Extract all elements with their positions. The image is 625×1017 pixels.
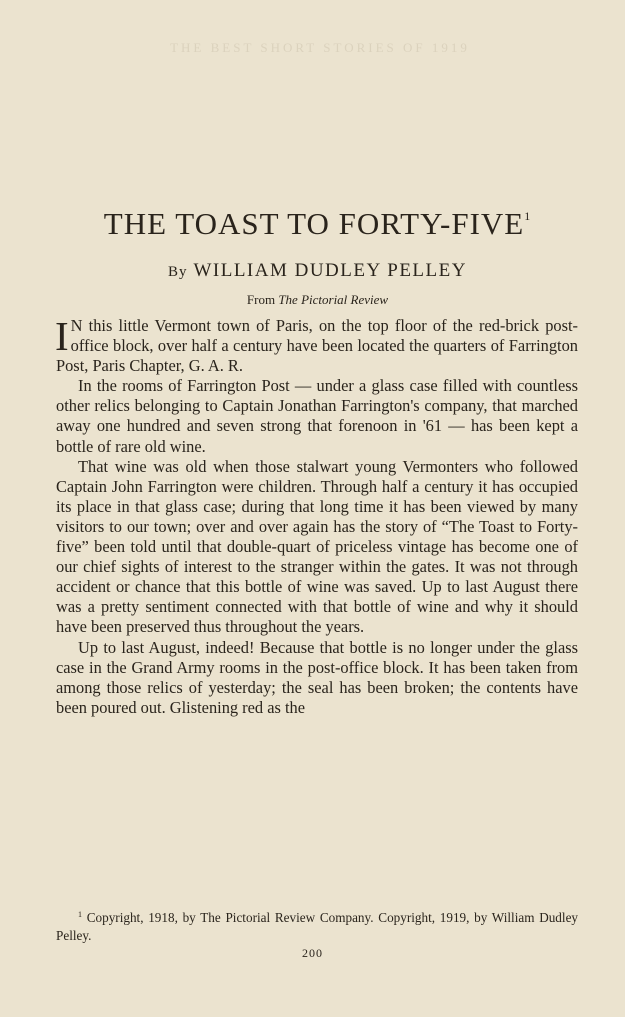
paragraph: In the rooms of Farrington Post — under a glass case filled with countless other relics belonging to Captain Jonathan Farrington's company, that marched away one hundred and seven strong that forenoon in '61 — has been kept a bottle of rare old wine. [56, 376, 578, 456]
paragraph-text: N this little Vermont town of Paris, on the top floor of the red-brick post-office block, over half a century have been located the quarters of Farrington Post, Paris Chapter, G. A. R. [56, 316, 578, 376]
byline [40, 260, 595, 282]
drop-cap: I [55, 313, 69, 359]
footnote-text: Copyright, 1918, by The Pictorial Review Company. Copyright, 1919, by William Dudley Pelley. [56, 910, 579, 943]
byline-prefix: By [168, 264, 188, 280]
paragraph [55, 313, 578, 376]
footnote [56, 906, 578, 945]
story-title [40, 206, 595, 242]
story-body [55, 313, 578, 718]
source-publication: The Pictorial Review [278, 292, 389, 307]
running-head: THE BEST SHORT STORIES OF 1919 [170, 40, 470, 55]
author-name: WILLIAM DUDLEY PELLEY [193, 260, 467, 281]
paragraph: That wine was old when those stalwart young Vermonters who followed Captain John Farrington were children. Through half a century it has occupied its place in that glass case; during that long time it has been viewed by many visitors to our town; over and over again has the story of “The Toast to Forty-five” been told until that double-quart of priceless vintage has become one of our chief sights of interest to the stranger within the gates. It was not through accident or chance that this bottle of wine was saved. Up to last August there was a pretty sentiment connected with that bottle of wine and why it should have been preserved thus throughout the years. [56, 456, 578, 637]
source-prefix: From [246, 292, 276, 307]
paragraph: Up to last August, indeed! Because that bottle is no longer under the glass case in the Grand Army rooms in the post-office block. It has been taken from among those relics of yesterday; the seal has been broken; the contents have been poured out. Glistening red as the [56, 637, 578, 717]
source-line [40, 292, 595, 308]
page-number: 200 [302, 946, 323, 960]
footnote-marker: 1 [78, 910, 82, 919]
title-footnote-marker: 1 [524, 209, 532, 223]
story-title-text: THE TOAST TO FORTY-FIVE [103, 206, 525, 241]
